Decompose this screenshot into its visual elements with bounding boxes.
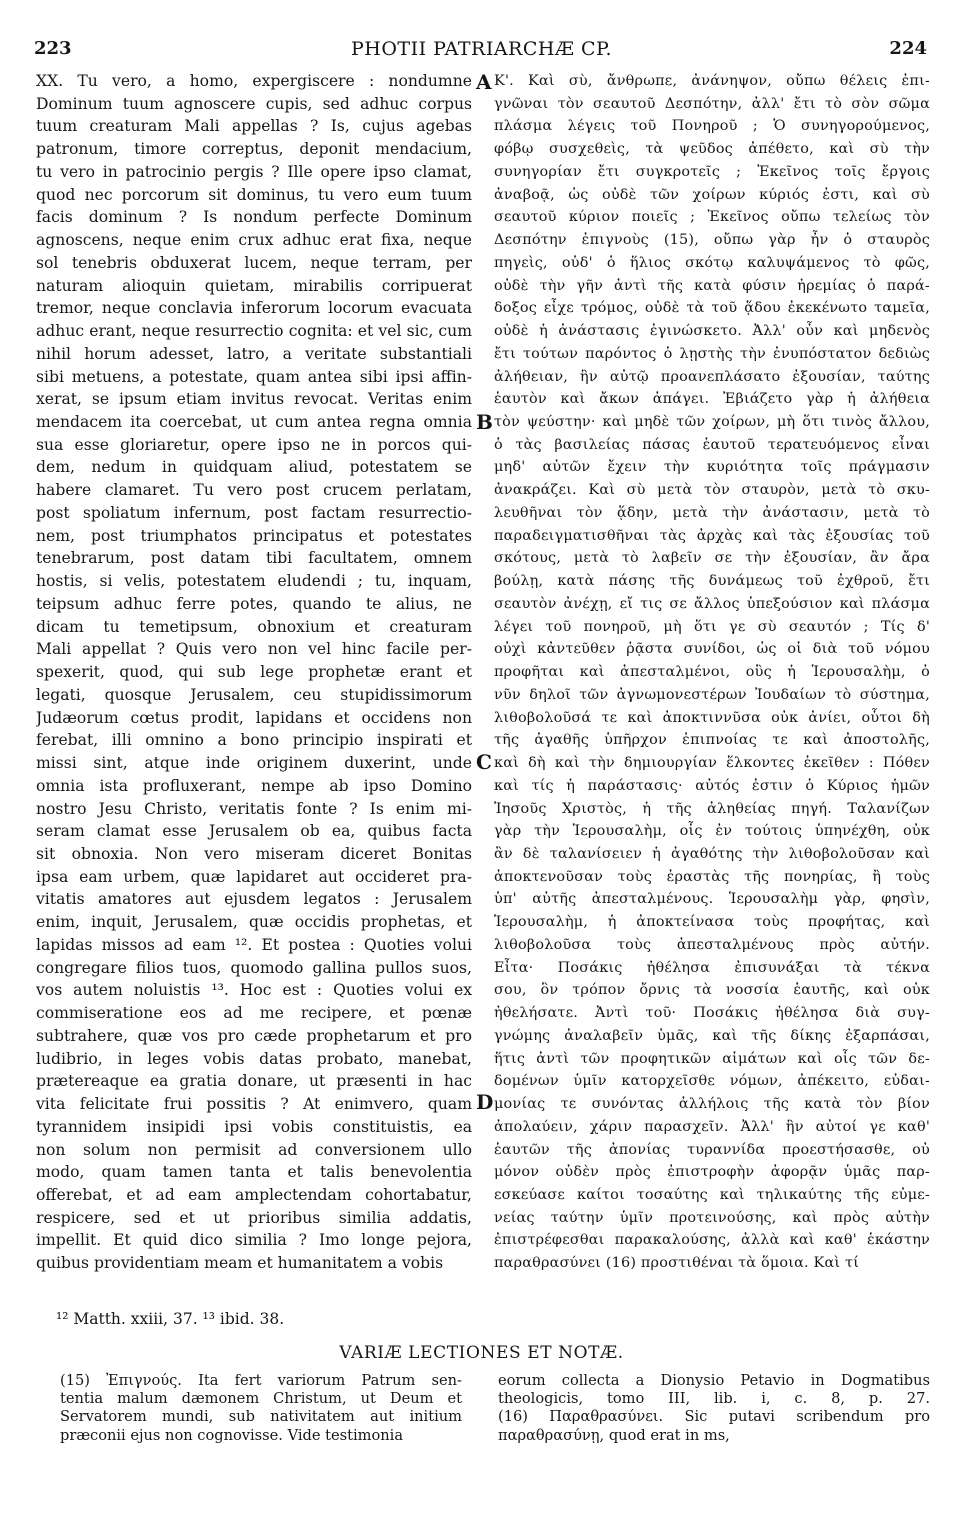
- note-line: eorum collecta a Dionysio Petavio in Dogmatibus: [498, 1372, 930, 1389]
- latin-text-line: legati, quosque Jerusalem, ceu stupidissimorum: [36, 685, 472, 704]
- margin-letter-d: D: [476, 1090, 494, 1114]
- greek-text-line: λιθοβολοῦσά τε καὶ ἀποκτιννῦσα οὐκ ἀνίει, οὗτοι δὴ: [494, 709, 930, 726]
- greek-text-line: νῦν δηλοῖ τῶν ἀγνωμονεστέρων Ἰουδαίων τὸ σύστημα,: [494, 686, 930, 703]
- greek-text-line: μονίας τε συνόντας ἀλλήλοις τῆς κατὰ τὸν βίον: [494, 1096, 930, 1113]
- latin-text-line: quod nec porcorum sit dominus, tu vero eum tuum: [36, 185, 472, 204]
- latin-text-line: tenebrarum, post datam tibi facultatem, omnem: [36, 549, 472, 568]
- footnote-references: ¹² Matth. xxiii, 37. ¹³ ibid. 38.: [56, 1310, 285, 1328]
- greek-text-line: σκότους, μετὰ τὸ λαβεῖν σε τὴν ἐξουσίαν, ἂν ἄρα: [494, 550, 930, 567]
- latin-text-line: omnia ista profluxerant, nempe ab ipso Domino: [36, 776, 472, 795]
- greek-text-line: ἀπολαύειν, χάριν παρασχεῖν. Ἀλλ' ἣν αὐτοί γε καθ': [494, 1118, 930, 1135]
- note-line: Servatorem mundi, sub nativitatem aut initium: [60, 1408, 462, 1426]
- latin-text-line: tyrannidem insipidi ipsi vobis constituistis, ea: [36, 1117, 472, 1136]
- greek-text-line: ὑπ' αὐτῆς ἀπεσταλμένους. Ἱερουσαλὴμ γὰρ, φησὶν,: [494, 891, 930, 908]
- greek-text-line: Κ'. Καὶ σὺ, ἄνθρωπε, ἀνάνηψον, οὔπω θέλεις ἐπι-: [494, 73, 930, 89]
- margin-letter-b: B: [476, 410, 493, 434]
- greek-text-line: ἂν δὲ ταλανίσειεν ἡ ἀγαθότης τὴν λιθοβολοῦσαν καὶ: [494, 845, 930, 862]
- latin-text-line: missi sint, atque inde originem duxerint, unde: [36, 754, 472, 773]
- latin-text-line: agnoscens, neque enim crux adhuc erat fixa, neque: [36, 231, 472, 250]
- notes-left-column: [60, 1372, 462, 1445]
- greek-text-line: παραδειγματισθῆναι τὰς ἀρχὰς καὶ τὰς ἐξουσίας τοῦ: [494, 527, 930, 544]
- latin-text-line: nem, post triumphatos principatus et potestates: [36, 526, 472, 545]
- greek-text-line: νείας ταύτην ὑμῖν προτεινούσης, καὶ πρὸς αὐτὴν: [494, 1209, 930, 1226]
- note-line: (16) Παραθρασύνει. Sic putavi scribendum pro: [498, 1408, 930, 1426]
- page-number-right: 224: [889, 38, 927, 59]
- latin-text-line: lapidas missos ad eam ¹². Et postea : Quoties volui: [36, 935, 472, 954]
- latin-text-line: ludibrio, in leges vobis datas probato, manebat,: [36, 1049, 472, 1068]
- latin-text-line: patronum, timore correptus, deponit mendacium,: [36, 140, 472, 159]
- latin-text-line: naturam alioquin quietam, mirabilis corripuerat: [36, 276, 472, 295]
- greek-text-line: λιθοβολοῦσα τοὺς ἀπεσταλμένους πρὸς αὐτήν.: [494, 936, 930, 953]
- latin-text-line: nihil horum adesset, latro, a veritate substantiali: [36, 344, 472, 363]
- running-title: PHOTII PATRIARCHÆ CP.: [350, 38, 613, 60]
- latin-text-line: sibi metuens, a potestate, quam antea sibi ipsi affin-: [36, 367, 472, 386]
- note-line: παραθρασύνῃ, quod erat in ms,: [498, 1426, 730, 1444]
- latin-text-line: vita felicitate frui possitis ? At enimvero, quam: [36, 1095, 472, 1114]
- greek-text-line: Ἰησοῦς Χριστὸς, ἡ τῆς ἀληθείας πηγή. Ταλανίζων: [494, 800, 930, 817]
- greek-text-line: καὶ τίς ἡ παράστασις· αὐτός ἐστιν ὁ Κύριος ἡμῶν: [494, 777, 930, 794]
- latin-text-line: non solum non permisit ad conversionem ullo: [36, 1140, 472, 1159]
- latin-text-line: impellit. Et quid dico similia ? Imo longe pejora,: [36, 1231, 472, 1250]
- greek-text-line: μηδ' αὐτῶν ἔχειν τὴν κυριότητα τοῖς πράγμασιν: [494, 459, 930, 476]
- margin-letter-c: C: [476, 750, 492, 774]
- greek-text-line: ἀνακράζει. Καὶ σὺ μετὰ τὸν σταυρὸν, μετὰ τὸ σκυ-: [494, 482, 930, 499]
- notes-right-column: [498, 1372, 930, 1445]
- latin-text-line: facis dominum ? Is nondum perfecte Dominum: [36, 208, 472, 227]
- greek-text-line: οὐδὲ τὴν γῆν ἀντὶ τῆς κατὰ φύσιν ἠρεμίας ὁ παρά-: [494, 277, 930, 294]
- greek-text-line: σεαυτοῦ κύριον ποιεῖς ; Ἐκεῖνος οὔπω τελείως τὸν: [494, 209, 930, 226]
- latin-text-line: hostis, si velis, potestatem eludendi ; tu, inquam,: [36, 572, 472, 591]
- greek-text-line: μόνον οὐδὲν πρὸς ἐπιστροφὴν ἀφορᾷν ὑμᾶς παρ-: [494, 1164, 930, 1181]
- latin-text-line: sol tenebris obduxerat lucem, neque terram, per: [36, 253, 472, 272]
- greek-text-line: δοξος εἶχε τρόμος, οὐδὲ τὰ τοῦ ᾅδου ἐκεκένωτο ταμεῖα,: [494, 300, 930, 317]
- greek-text-line: λευθῆναι τὸν ᾅδην, μετὰ τὴν ἀνάστασιν, μετὰ τὸ: [494, 504, 930, 521]
- latin-text-line: sit obnoxia. Non vero miseram diceret Bonitas: [36, 844, 472, 863]
- greek-column: [494, 70, 930, 1275]
- latin-text-line: enim, inquit, Jerusalem, quæ occidis prophetas, et: [36, 913, 472, 932]
- latin-text-line: Dominum tuum agnoscere cupis, sed adhuc corpus: [36, 94, 472, 113]
- greek-text-line: πλάσμα λέγεις τοῦ Πονηροῦ ; Ὁ συνηγορούμενος,: [494, 118, 930, 135]
- latin-text-line: nostro Jesu Christo, veritatis fonte ? Is enim mi-: [36, 799, 472, 818]
- latin-text-line: prætereaque ea gratia donare, ut præsenti in hac: [36, 1072, 472, 1091]
- latin-text-line: post spoliatum infernum, post factam resurrectio-: [36, 503, 472, 522]
- greek-text-line: ἀναβοᾷ, ὡς οὐδὲ τῶν χοίρων κύριός ἐστι, καὶ σὺ: [494, 186, 930, 203]
- greek-text-line: τὸν ψεύστην· καὶ μηδὲ τῶν χοίρων, μὴ ὅτι τινὸς ἄλλου,: [494, 414, 930, 431]
- latin-text-line: habere clamaret. Tu vero post crucem perlatam,: [36, 481, 472, 500]
- greek-text-line: λέγει τοῦ πονηροῦ, μὴ ὅτι γε σὺ σεαυτόν ; Τίς δ': [494, 618, 930, 635]
- margin-letter-a: A: [476, 70, 492, 94]
- latin-text-line: sua esse gloriaretur, opere ipso ne in porcos qui-: [36, 435, 472, 454]
- greek-text-line: σεαυτὸν ἀνέχῃ, εἴ τις σε ἄλλος ὑπεξούσιον καὶ πλάσμα: [494, 595, 930, 612]
- greek-text-line: ἑαυτὸν καὶ ἄκων ἀπάγει. Ἐβιάζετο γὰρ ἡ ἀλήθεια: [494, 391, 930, 408]
- latin-text-line: xerat, se ipsum etiam invitus revocat. Veritas enim: [36, 390, 472, 409]
- greek-text-line: ἑαυτῶν τῆς ἀπονίας τυραννίδα προεστήσασθε, οὐ: [494, 1141, 930, 1158]
- greek-text-line: δομένων ὑμῖν κατορχεῖσθε νόμων, ἀπέκειτο, εὐδαι-: [494, 1073, 930, 1090]
- latin-text-line: tremor, neque conclavia inferorum locorum evacuata: [36, 299, 472, 318]
- greek-text-line: εσκεύασε καίτοι τοσαύτης καὶ τηλικαύτης τῆς εὐμε-: [494, 1186, 930, 1203]
- latin-text-line: modo, quam tamen tanta et talis benevolentia: [36, 1163, 472, 1182]
- latin-text-line: XX. Tu vero, a homo, expergiscere : nondumne: [36, 72, 472, 90]
- greek-text-line: πηγεὶς, οὐδ' ὁ ἥλιος σκότῳ καλυψάμενος τὸ φῶς,: [494, 254, 930, 271]
- latin-text-line: offerebat, et ad eam amplectendam cohortabatur,: [36, 1185, 472, 1204]
- latin-text-line: dicam tu temetipsum, obnoxium et creaturam: [36, 617, 472, 636]
- greek-text-line: ἠθελήσατε. Ἀντὶ τοῦ· Ποσάκις ἠθέλησα διὰ συγ-: [494, 1005, 930, 1022]
- note-line: (15) Ἐπιγνούς. Ita fert variorum Patrum sen-: [60, 1372, 462, 1389]
- greek-text-line: παραθρασύνει (16) προστιθέναι τὰ ὅμοια. Καὶ τί: [494, 1255, 860, 1272]
- greek-text-line: ἀποκτενοῦσαν τοὺς ἐραστὰς τῆς πονηρίας, ἢ τοὺς: [494, 868, 930, 885]
- latin-text-line: tuum creaturam Mali appellas ? Is, cujus agebas: [36, 117, 472, 136]
- greek-text-line: συνηγορίαν ἔτι συγκροτεῖς ; Ἐκεῖνος τοῖς ἔργοις: [494, 163, 930, 180]
- greek-text-line: οὐχὶ κἀντεῦθεν ῥᾷστα συνίδοι, ὡς οἱ διὰ τοῦ νόμου: [494, 641, 930, 658]
- greek-text-line: Δεσπότην ἐπιγνοὺς (15), οὔπω γὰρ ἦν ὁ σταυρὸς: [494, 232, 930, 249]
- latin-text-line: vos autem noluistis ¹³. Hoc est : Quoties volui ex: [36, 981, 472, 1000]
- greek-text-line: καὶ δὴ καὶ τὴν δημιουργίαν ἕλκοντες ἐκεῖθεν : Πόθεν: [494, 755, 930, 772]
- note-line: præconii ejus non cognovisse. Vide testimonia: [60, 1426, 404, 1444]
- latin-text-line: spexerit, quod, qui sub lege prophetæ erant et: [36, 663, 472, 682]
- latin-text-line: respicere, sed et ut prioribus similia addatis,: [36, 1208, 472, 1227]
- page-number-left: 223: [34, 38, 72, 59]
- greek-text-line: γνῶναι τὸν σεαυτοῦ Δεσπότην, ἀλλ' ἔτι τὸ σὸν σῶμα: [494, 95, 930, 112]
- latin-text-line: ferebat, illi omnino a bono principio inspirati et: [36, 731, 472, 750]
- greek-text-line: Εἶτα· Ποσάκις ἠθέλησα ἐπισυνάξαι τὰ τέκνα: [494, 959, 930, 976]
- greek-text-line: ἀλήθειαν, ἣν αὐτῷ προανεπλάσατο ἐξουσίαν, ταύτης: [494, 368, 930, 385]
- greek-text-line: φόβῳ συσχεθεὶς, τὰ ψεῦδος ἀπέθετο, καὶ σὺ τὴν: [494, 141, 930, 158]
- greek-text-line: γὰρ τὴν Ἱερουσαλὴμ, οἷς ἐν τούτοις ὑπηνέχθη, οὐκ: [494, 823, 930, 840]
- latin-column: [36, 70, 472, 1275]
- greek-text-line: σου, ὃν τρόπον ὄρνις τὰ νοσσία ἑαυτῆς, καὶ οὐκ: [494, 982, 930, 999]
- greek-text-line: ἔτι τούτων παρόντος ὁ λῃστὴς τὴν ἐνυπόστατον δεδιὼς: [494, 345, 930, 362]
- latin-text-line: tu vero in patrocinio pergis ? Ille opere ipso clamat,: [36, 162, 472, 181]
- greek-text-line: τῆς ἀγαθῆς ὑπῆρχον ἐπιπνοίας τε καὶ ἀποστολῆς,: [494, 732, 930, 749]
- greek-text-line: προφῆται καὶ ἀπεσταλμένοι, οὓς ἡ Ἱερουσαλὴμ, ὁ: [494, 664, 930, 681]
- latin-text-line: mendacem ita coercebat, ut cum antea regna omnia: [36, 413, 472, 432]
- latin-text-line: dem, nedum in quidquam aliud, potestatem se: [36, 458, 472, 477]
- note-line: theologicis, tomo III, lib. i, c. 8, p. 27.: [498, 1390, 930, 1408]
- greek-text-line: βούλῃ, κατὰ πάσης τῆς δυνάμεως τοῦ ἐχθροῦ, ἔτι: [494, 573, 930, 590]
- greek-text-line: οὐδὲ ἡ ἀνάστασις ἐγινώσκετο. Ἀλλ' οὖν καὶ μηδενὸς: [494, 323, 930, 340]
- notes-heading: VARIÆ LECTIONES ET NOTÆ.: [339, 1343, 624, 1363]
- latin-text-line: congregare filios tuos, quomodo gallina pullos suos,: [36, 958, 472, 977]
- latin-text-line: subtrahere, quæ vos pro cæde prophetarum et pro: [36, 1026, 472, 1045]
- latin-text-line: adhuc erant, neque resurrectio cognita: et vel sic, cum: [36, 322, 472, 341]
- latin-text-line: ipsa eam urbem, quæ lapidaret aut occideret pra-: [36, 867, 472, 886]
- page-header: [0, 38, 963, 62]
- greek-text-line: ἐπιστρέφεσθαι παρακαλούσης, ἀλλὰ καὶ καθ' ἑκάστην: [494, 1232, 930, 1249]
- greek-text-line: ὁ τὰς βασιλείας πάσας ἑαυτοῦ τερατευόμενος εἶναι: [494, 436, 930, 453]
- greek-text-line: ἥτις ἀντὶ τῶν προφητικῶν αἱμάτων καὶ οἷς τῶν δε-: [494, 1050, 930, 1067]
- note-line: tentia malum dæmonem Christum, ut Deum et: [60, 1390, 462, 1408]
- latin-text-line: Judæorum cœtus prodit, lapidans et occidens non: [36, 708, 472, 727]
- latin-text-line: vitatis amatores aut ejusdem legatos : Jerusalem: [36, 890, 472, 909]
- latin-text-line: commiseratione eos ad me recipere, et pœnæ: [36, 1004, 472, 1023]
- greek-text-line: γνώμης ἀναλαβεῖν ὑμᾶς, καὶ τῆς δίκης ἐξαρπάσαι,: [494, 1027, 930, 1044]
- greek-text-line: Ἱερουσαλὴμ, ἡ ἀποκτείνασα τοὺς προφήτας, καὶ: [494, 914, 930, 931]
- latin-text-line: seram clamat esse Jerusalem ob ea, quibus facta: [36, 822, 472, 841]
- latin-text-line: quibus providentiam meam et humanitatem a vobis: [36, 1254, 444, 1273]
- latin-text-line: teipsum adhuc ferre potes, quando te alius, ne: [36, 594, 472, 613]
- latin-text-line: Mali appellat ? Quis vero non vel hinc facile per-: [36, 640, 472, 659]
